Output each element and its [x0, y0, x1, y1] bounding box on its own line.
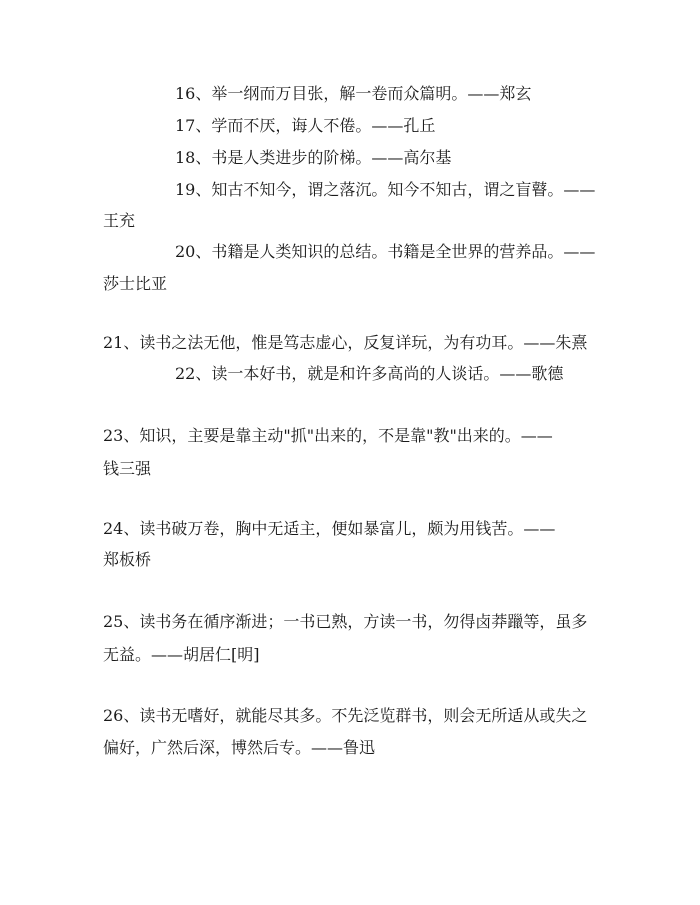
quote-16-line-1: 16、举一纲而万目张，解一卷而众篇明。——郑玄 [175, 84, 532, 103]
quote-17-line-1: 17、学而不厌，诲人不倦。——孔丘 [175, 116, 436, 135]
quote-23-line-1: 23、知识，主要是靠主动"抓"出来的，不是靠"教"出来的。—— [103, 426, 553, 445]
quote-24-line-2: 郑板桥 [103, 550, 152, 569]
quote-21-line-1: 21、读书之法无他，惟是笃志虚心，反复详玩，为有功耳。——朱熹 [103, 333, 588, 352]
quote-18-line-1: 18、书是人类进步的阶梯。——高尔基 [175, 148, 452, 167]
quote-22-line-1: 22、读一本好书，就是和许多高尚的人谈话。——歌德 [175, 364, 564, 383]
quote-19-line-1: 19、知古不知今，谓之落沉。知今不知古，谓之盲瞽。—— [175, 180, 596, 199]
quote-25-line-1: 25、读书务在循序渐进；一书已熟，方读一书，勿得卤莽躐等，虽多 [103, 612, 588, 631]
quote-20-line-1: 20、书籍是人类知识的总结。书籍是全世界的营养品。—— [175, 242, 596, 261]
quote-23-line-2: 钱三强 [103, 459, 152, 478]
quote-19-line-2: 王充 [103, 211, 136, 230]
quote-24-line-1: 24、读书破万卷，胸中无适主，便如暴富儿，颇为用钱苦。—— [103, 519, 556, 538]
quote-25-line-2: 无益。——胡居仁[明] [103, 645, 260, 664]
quote-26-line-1: 26、读书无嗜好，就能尽其多。不先泛览群书，则会无所适从或失之 [103, 706, 588, 725]
quote-26-line-2: 偏好，广然后深，博然后专。——鲁迅 [103, 738, 376, 757]
quote-20-line-2: 莎士比亚 [103, 274, 168, 293]
